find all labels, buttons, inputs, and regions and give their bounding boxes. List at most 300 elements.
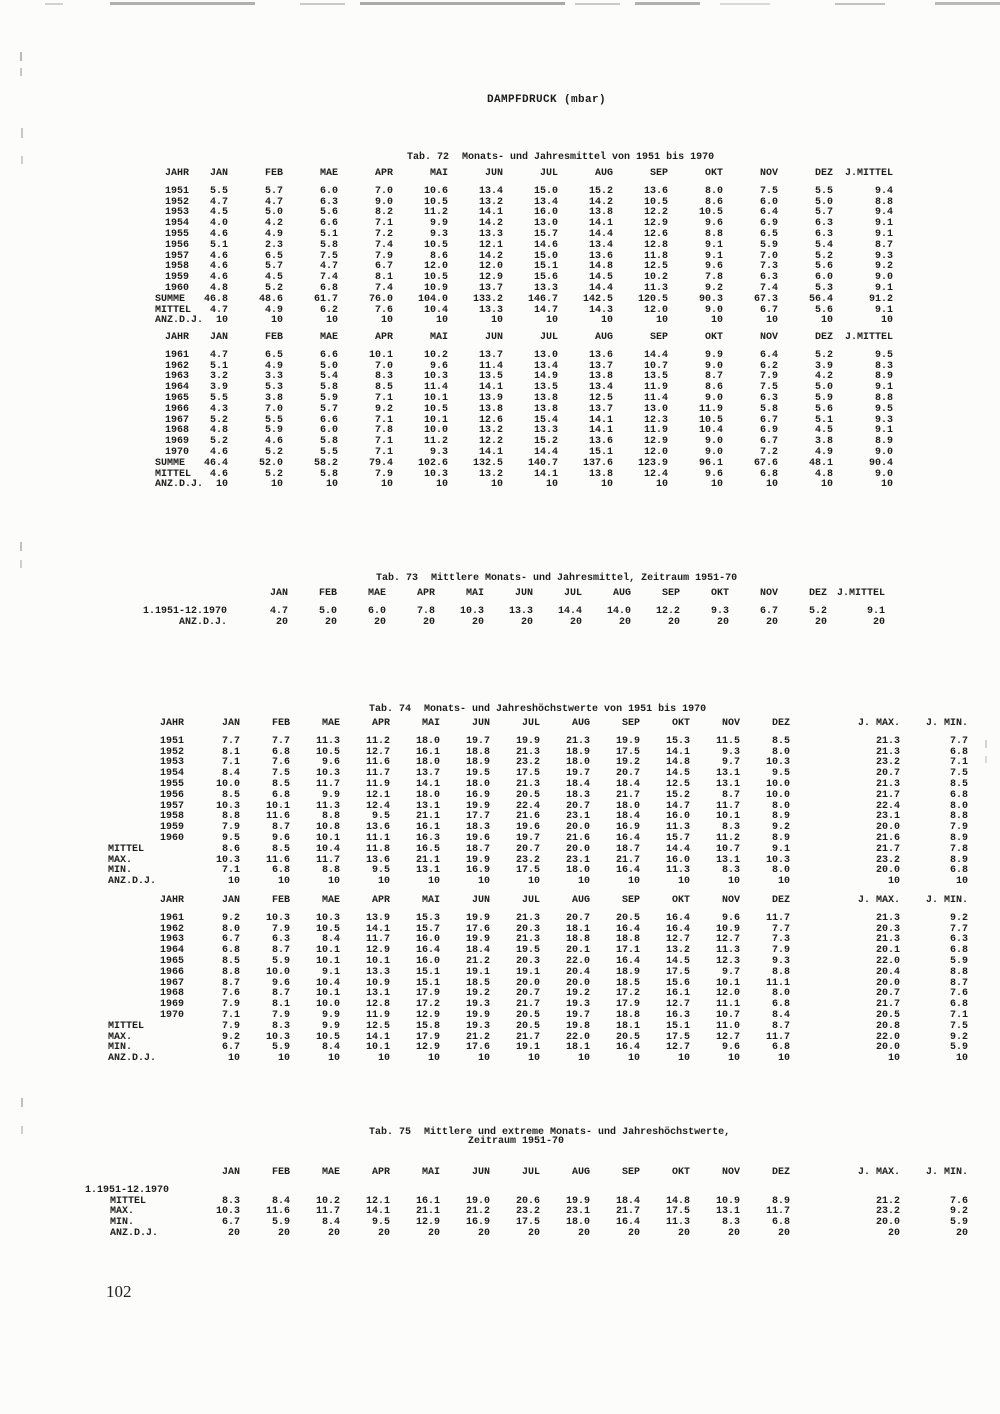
column-header: DEZ — [771, 718, 790, 729]
value-cell: 9.1 — [875, 218, 894, 230]
value-cell: 10.0 — [265, 966, 290, 978]
value-cell: 10.5 — [424, 239, 449, 251]
value-cell: 10 — [627, 876, 640, 888]
value-cell: 9.0 — [875, 272, 894, 284]
value-cell: 21.7 — [515, 999, 540, 1011]
row-label: ANZ.D.J. — [110, 1227, 159, 1239]
value-cell: 17.5 — [665, 1206, 690, 1218]
value-cell: 10.3 — [215, 854, 240, 866]
column-header: JUN — [471, 718, 490, 729]
value-cell: 13.7 — [479, 282, 504, 294]
row-label: 1.1951-12.1970 — [85, 1184, 170, 1196]
value-cell: 11.4 — [644, 392, 669, 404]
value-cell: 48.6 — [259, 293, 284, 305]
value-cell: 10.4 — [699, 425, 724, 437]
value-cell: 20.7 — [515, 843, 540, 855]
value-cell: 17.9 — [415, 1031, 440, 1043]
value-cell: 8.5 — [375, 382, 394, 394]
value-cell: 8.7 — [271, 988, 290, 1000]
value-cell: 5.1 — [815, 414, 834, 426]
value-cell: 11.7 — [365, 768, 390, 780]
tab72-block2-table — [155, 333, 893, 491]
column-header: JUN — [471, 895, 490, 906]
column-header: AUG — [571, 895, 590, 906]
value-cell: 17.5 — [615, 746, 640, 758]
value-cell: 14.6 — [534, 239, 559, 251]
value-cell: 10.2 — [644, 272, 669, 284]
value-cell: 9.0 — [705, 436, 724, 448]
scan-artifact — [45, 3, 63, 5]
row-label: 1965 — [165, 392, 190, 404]
scan-artifact — [20, 52, 22, 61]
table-row — [108, 737, 968, 748]
row-label: 1959 — [165, 272, 190, 284]
value-cell: 13.5 — [534, 382, 559, 394]
value-cell: 17.6 — [465, 1042, 490, 1054]
value-cell: 90.3 — [699, 293, 724, 305]
value-cell: 7.0 — [265, 403, 284, 415]
tab72-caption-title: Monats- und Jahresmittel von 1951 bis 1970 — [462, 152, 715, 163]
value-cell: 7.2 — [375, 228, 394, 240]
value-cell: 10 — [577, 1053, 590, 1065]
row-label: 1954 — [165, 218, 190, 230]
value-cell: 9.1 — [705, 250, 724, 262]
value-cell: 18.8 — [465, 746, 490, 758]
value-cell: 19.6 — [465, 832, 490, 844]
row-label: 1970 — [160, 1009, 185, 1021]
value-cell: 20.8 — [875, 1020, 900, 1032]
value-cell: 20 — [373, 616, 386, 628]
value-cell: 14.1 — [479, 207, 504, 219]
value-cell: 2.3 — [265, 239, 284, 251]
value-cell: 10.1 — [265, 800, 290, 812]
value-cell: 9.1 — [875, 228, 894, 240]
value-cell: 11.1 — [365, 832, 390, 844]
value-cell: 9.2 — [221, 912, 240, 924]
value-cell: 20.5 — [875, 1009, 900, 1021]
row-label: ANZ.D.J. — [178, 616, 227, 628]
value-cell: 10 — [601, 315, 614, 327]
row-label: MITTEL — [108, 843, 145, 855]
value-cell: 11.8 — [644, 250, 669, 262]
value-cell: 11.7 — [765, 1206, 790, 1218]
value-cell: 13.4 — [589, 382, 614, 394]
column-header: NOV — [759, 588, 778, 599]
value-cell: 5.1 — [210, 360, 229, 372]
value-cell: 18.0 — [615, 800, 640, 812]
value-cell: 18.8 — [615, 934, 640, 946]
column-header: MAE — [321, 895, 340, 906]
value-cell: 7.4 — [375, 239, 394, 251]
tab74-caption-label: Tab. 74 — [369, 704, 412, 715]
value-cell: 9.3 — [721, 746, 740, 758]
table-row — [155, 187, 893, 198]
value-cell: 11.9 — [365, 778, 390, 790]
value-cell: 12.7 — [665, 999, 690, 1011]
value-cell: 5.6 — [320, 207, 339, 219]
column-header: OKT — [705, 168, 724, 179]
value-cell: 9.0 — [705, 446, 724, 458]
value-cell: 9.6 — [271, 832, 290, 844]
value-cell: 9.5 — [771, 768, 790, 780]
value-cell: 10 — [627, 1053, 640, 1065]
value-cell: 18.0 — [565, 757, 590, 769]
value-cell: 21.6 — [875, 832, 900, 844]
value-cell: 19.7 — [565, 1009, 590, 1021]
value-cell: 11.3 — [665, 1217, 690, 1229]
value-cell: 3.8 — [815, 436, 834, 448]
value-cell: 13.5 — [479, 371, 504, 383]
value-cell: 8.8 — [875, 196, 894, 208]
value-cell: 11.7 — [315, 1206, 340, 1218]
value-cell: 14.1 — [365, 923, 390, 935]
value-cell: 10 — [427, 876, 440, 888]
value-cell: 20.6 — [515, 1195, 540, 1207]
tab75-caption-label: Tab. 75 — [369, 1127, 412, 1138]
row-label: 1964 — [160, 945, 185, 957]
row-label: MIN. — [108, 865, 133, 877]
column-header: JAHR — [165, 332, 190, 343]
value-cell: 7.1 — [375, 436, 394, 448]
value-cell: 12.1 — [365, 789, 390, 801]
value-cell: 15.6 — [665, 977, 690, 989]
value-cell: 12.9 — [415, 1217, 440, 1229]
value-cell: 16.1 — [415, 746, 440, 758]
value-cell: 9.7 — [721, 966, 740, 978]
value-cell: 12.8 — [644, 239, 669, 251]
value-cell: 21.6 — [565, 832, 590, 844]
value-cell: 7.5 — [949, 1020, 968, 1032]
value-cell: 6.7 — [375, 261, 394, 273]
value-cell: 13.1 — [415, 865, 440, 877]
value-cell: 8.9 — [771, 1195, 790, 1207]
column-header: JUN — [485, 332, 504, 343]
column-header: MAI — [465, 588, 484, 599]
value-cell: 3.8 — [265, 392, 284, 404]
column-header: OKT — [671, 718, 690, 729]
row-label: 1964 — [165, 382, 190, 394]
value-cell: 8.1 — [375, 272, 394, 284]
value-cell: 10 — [766, 315, 779, 327]
value-cell: 4.7 — [210, 196, 229, 208]
value-cell: 4.7 — [269, 605, 288, 617]
value-cell: 9.9 — [321, 1009, 340, 1021]
value-cell: 19.9 — [515, 735, 540, 747]
value-cell: 4.5 — [815, 425, 834, 437]
value-cell: 9.9 — [321, 1020, 340, 1032]
value-cell: 4.9 — [265, 360, 284, 372]
value-cell: 20 — [520, 616, 533, 628]
column-header: MAE — [321, 1167, 340, 1178]
column-header: AUG — [571, 718, 590, 729]
tab75-caption-subtitle: Zeitraum 1951-70 — [468, 1136, 565, 1147]
value-cell: 14.8 — [665, 1195, 690, 1207]
value-cell: 7.6 — [221, 988, 240, 1000]
value-cell: 7.1 — [375, 446, 394, 458]
row-label: 1955 — [165, 228, 190, 240]
value-cell: 6.8 — [320, 282, 339, 294]
value-cell: 20 — [227, 1227, 240, 1239]
column-header: SEP — [661, 588, 680, 599]
value-cell: 6.8 — [949, 746, 968, 758]
row-label: MAX. — [108, 1031, 133, 1043]
row-label: MITTEL — [155, 304, 192, 316]
value-cell: 19.1 — [515, 966, 540, 978]
value-cell: 10.3 — [265, 912, 290, 924]
column-header: FEB — [265, 168, 284, 179]
value-cell: 11.1 — [715, 999, 740, 1011]
value-cell: 11.6 — [265, 1206, 290, 1218]
row-label: SUMME — [155, 457, 186, 469]
value-cell: 6.4 — [760, 207, 779, 219]
value-cell: 10 — [216, 315, 229, 327]
value-cell: 4.8 — [210, 425, 229, 437]
value-cell: 16.4 — [615, 955, 640, 967]
value-cell: 10.5 — [315, 923, 340, 935]
value-cell: 7.6 — [949, 988, 968, 1000]
value-cell: 12.5 — [365, 1020, 390, 1032]
value-cell: 7.1 — [375, 218, 394, 230]
value-cell: 18.4 — [465, 945, 490, 957]
value-cell: 11.7 — [315, 854, 340, 866]
value-cell: 15.2 — [589, 185, 614, 197]
value-cell: 20.0 — [515, 977, 540, 989]
value-cell: 21.3 — [875, 778, 900, 790]
value-cell: 8.3 — [221, 1195, 240, 1207]
column-header: JAN — [221, 895, 240, 906]
value-cell: 17.5 — [665, 966, 690, 978]
value-cell: 5.6 — [815, 261, 834, 273]
value-cell: 7.5 — [271, 768, 290, 780]
value-cell: 19.5 — [465, 768, 490, 780]
value-cell: 10 — [436, 315, 449, 327]
value-cell: 11.9 — [699, 403, 724, 415]
column-header: DEZ — [771, 895, 790, 906]
value-cell: 12.5 — [644, 261, 669, 273]
value-cell: 6.2 — [760, 360, 779, 372]
value-cell: 5.9 — [760, 239, 779, 251]
value-cell: 8.3 — [271, 1020, 290, 1032]
value-cell: 21.7 — [875, 999, 900, 1011]
value-cell: 10.4 — [424, 304, 449, 316]
value-cell: 20 — [377, 1227, 390, 1239]
column-header: JAHR — [160, 895, 185, 906]
value-cell: 5.2 — [815, 349, 834, 361]
value-cell: 21.7 — [875, 843, 900, 855]
value-cell: 67.3 — [754, 293, 779, 305]
value-cell: 13.3 — [534, 425, 559, 437]
value-cell: 10.1 — [715, 977, 740, 989]
value-cell: 13.8 — [534, 392, 559, 404]
column-header: MAE — [367, 588, 386, 599]
value-cell: 16.0 — [665, 854, 690, 866]
value-cell: 10 — [377, 876, 390, 888]
row-label: 1951 — [160, 735, 185, 747]
value-cell: 11.6 — [265, 811, 290, 823]
value-cell: 14.4 — [557, 605, 582, 617]
column-header: JUN — [485, 168, 504, 179]
value-cell: 5.7 — [320, 403, 339, 415]
value-cell: 10 — [711, 479, 724, 491]
value-cell: 15.7 — [665, 832, 690, 844]
value-cell: 20.0 — [565, 843, 590, 855]
value-cell: 20.5 — [515, 1020, 540, 1032]
value-cell: 102.6 — [418, 457, 449, 469]
column-header: MAE — [320, 332, 339, 343]
value-cell: 140.7 — [528, 457, 559, 469]
row-label: 1957 — [160, 800, 185, 812]
row-label: 1954 — [160, 768, 185, 780]
value-cell: 9.5 — [371, 811, 390, 823]
value-cell: 13.9 — [479, 392, 504, 404]
value-cell: 20.7 — [875, 768, 900, 780]
value-cell: 9.2 — [375, 403, 394, 415]
value-cell: 10 — [326, 315, 339, 327]
table-row — [108, 968, 968, 979]
value-cell: 6.8 — [771, 999, 790, 1011]
value-cell: 10 — [227, 1053, 240, 1065]
value-cell: 10 — [326, 479, 339, 491]
tab72-block1-table — [155, 169, 893, 327]
value-cell: 17.2 — [415, 999, 440, 1011]
value-cell: 7.9 — [375, 250, 394, 262]
value-cell: 10 — [881, 479, 894, 491]
value-cell: 6.8 — [949, 945, 968, 957]
value-cell: 13.4 — [534, 360, 559, 372]
table-row — [108, 877, 968, 888]
value-cell: 10 — [955, 1053, 968, 1065]
value-cell: 19.9 — [615, 735, 640, 747]
scan-artifact — [21, 1126, 23, 1134]
value-cell: 18.4 — [615, 778, 640, 790]
value-cell: 13.6 — [644, 185, 669, 197]
value-cell: 10 — [381, 479, 394, 491]
value-cell: 8.9 — [771, 832, 790, 844]
row-label: MAX. — [108, 854, 133, 866]
header-row — [108, 719, 968, 737]
value-cell: 20 — [618, 616, 631, 628]
row-label: 1962 — [165, 360, 190, 372]
value-cell: 5.9 — [949, 955, 968, 967]
value-cell: 18.7 — [465, 843, 490, 855]
value-cell: 8.7 — [721, 789, 740, 801]
value-cell: 6.9 — [760, 425, 779, 437]
value-cell: 18.0 — [415, 789, 440, 801]
value-cell: 8.7 — [271, 822, 290, 834]
value-cell: 4.9 — [265, 304, 284, 316]
value-cell: 5.5 — [265, 414, 284, 426]
value-cell: 19.2 — [465, 988, 490, 1000]
scan-artifact — [21, 156, 23, 164]
row-label: 1952 — [160, 746, 185, 758]
value-cell: 17.9 — [415, 988, 440, 1000]
value-cell: 8.3 — [375, 371, 394, 383]
row-label: ANZ.D.J. — [155, 479, 204, 491]
value-cell: 14.1 — [479, 382, 504, 394]
column-header: NOV — [760, 168, 779, 179]
value-cell: 10 — [546, 315, 559, 327]
header-row — [135, 589, 885, 607]
value-cell: 10.3 — [459, 605, 484, 617]
value-cell: 20 — [275, 616, 288, 628]
value-cell: 11.3 — [644, 282, 669, 294]
value-cell: 23.2 — [875, 757, 900, 769]
value-cell: 15.0 — [534, 185, 559, 197]
value-cell: 5.0 — [318, 605, 337, 617]
value-cell: 3.3 — [265, 371, 284, 383]
value-cell: 10.3 — [265, 1031, 290, 1043]
value-cell: 10 — [711, 315, 724, 327]
value-cell: 8.8 — [321, 865, 340, 877]
value-cell: 20.5 — [615, 1031, 640, 1043]
value-cell: 18.1 — [565, 1042, 590, 1054]
column-header: J.MITTEL — [845, 332, 894, 343]
value-cell: 20.0 — [875, 1217, 900, 1229]
value-cell: 23.1 — [565, 1206, 590, 1218]
row-label: 1957 — [165, 250, 190, 262]
value-cell: 14.4 — [589, 228, 614, 240]
table-row — [108, 1054, 968, 1065]
value-cell: 10.9 — [715, 923, 740, 935]
value-cell: 10 — [436, 479, 449, 491]
value-cell: 8.8 — [949, 811, 968, 823]
value-cell: 11.3 — [665, 865, 690, 877]
value-cell: 12.0 — [644, 304, 669, 316]
value-cell: 17.6 — [465, 923, 490, 935]
value-cell: 19.1 — [465, 966, 490, 978]
value-cell: 17.2 — [615, 988, 640, 1000]
value-cell: 4.7 — [210, 349, 229, 361]
value-cell: 9.4 — [875, 207, 894, 219]
value-cell: 7.7 — [271, 735, 290, 747]
value-cell: 5.4 — [320, 371, 339, 383]
value-cell: 17.1 — [615, 945, 640, 957]
value-cell: 20.0 — [565, 822, 590, 834]
value-cell: 19.2 — [565, 988, 590, 1000]
value-cell: 9.4 — [875, 185, 894, 197]
value-cell: 8.8 — [771, 966, 790, 978]
value-cell: 16.9 — [465, 789, 490, 801]
value-cell: 10.5 — [424, 272, 449, 284]
value-cell: 5.2 — [808, 605, 827, 617]
value-cell: 4.6 — [210, 468, 229, 480]
value-cell: 4.3 — [210, 403, 229, 415]
value-cell: 10.2 — [424, 349, 449, 361]
column-header: OKT — [671, 895, 690, 906]
value-cell: 20 — [627, 1227, 640, 1239]
row-label: 1967 — [165, 414, 190, 426]
value-cell: 10.5 — [315, 746, 340, 758]
value-cell: 7.9 — [221, 822, 240, 834]
row-label: 1953 — [165, 207, 190, 219]
value-cell: 8.8 — [221, 811, 240, 823]
value-cell: 12.9 — [644, 218, 669, 230]
value-cell: 10.9 — [424, 282, 449, 294]
value-cell: 10 — [271, 315, 284, 327]
row-label: 1962 — [160, 923, 185, 935]
value-cell: 14.1 — [589, 414, 614, 426]
column-header: NOV — [760, 332, 779, 343]
value-cell: 21.3 — [875, 912, 900, 924]
value-cell: 16.9 — [615, 822, 640, 834]
value-cell: 10.9 — [365, 977, 390, 989]
value-cell: 7.1 — [375, 392, 394, 404]
value-cell: 5.2 — [265, 282, 284, 294]
value-cell: 11.2 — [424, 207, 449, 219]
table-row — [85, 1218, 968, 1229]
value-cell: 15.3 — [415, 912, 440, 924]
value-cell: 16.4 — [665, 912, 690, 924]
